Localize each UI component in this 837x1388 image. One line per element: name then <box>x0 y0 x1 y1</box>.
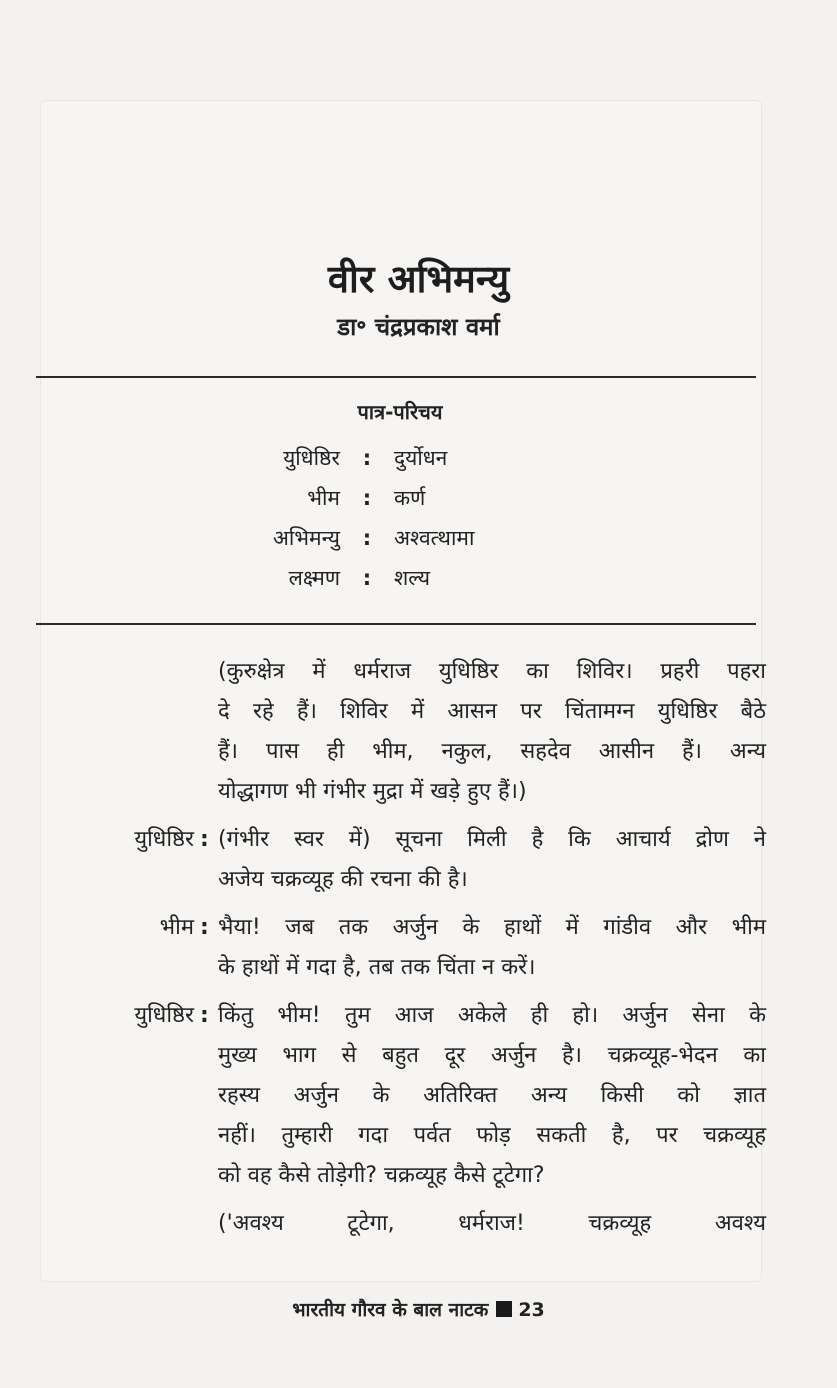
cast-row <box>200 438 620 478</box>
speaker-name: युधिष्ठिर <box>134 827 194 852</box>
speaker-name: भीम <box>159 915 194 940</box>
stage-line: ('अवश्य टूटेगा, धर्मराज! चक्रव्यूह अवश्य <box>218 1211 766 1236</box>
dialogue-line: को वह कैसे तोड़ेगी? चक्रव्यूह कैसे टूटेगा? <box>218 1163 545 1188</box>
stage-line: दे रहे हैं। शिविर में आसन पर चिंतामग्न युधिष्ठिर बैठे <box>218 699 766 724</box>
dialogue-line: नहीं। तुम्हारी गदा पर्वत फोड़ सकती है, पर चक्रव्यूह <box>218 1123 766 1148</box>
cast-character-right: कर्ण <box>394 486 426 510</box>
cast-character-left: अभिमन्यु <box>272 526 340 550</box>
dialogue-line: (गंभीर स्वर में) सूचना मिली है कि आचार्य द्रोण ने <box>218 827 766 852</box>
square-bullet-icon <box>496 1301 512 1317</box>
page-footer <box>0 1296 837 1322</box>
dialogue-text <box>218 996 766 1196</box>
cast-separator: : <box>362 446 372 470</box>
dialogue-text <box>218 820 766 900</box>
stage-line: योद्धागण भी गंभीर मुद्रा में खड़े हुए हैं।) <box>218 779 527 804</box>
dialogue-line: भैया! जब तक अर्जुन के हाथों में गांडीव और भीम <box>218 915 766 940</box>
speaker-separator: : <box>200 915 209 940</box>
footer-book-title: भारतीय गौरव के बाल नाटक <box>292 1299 489 1321</box>
cast-character-left: लक्ष्मण <box>288 566 340 590</box>
page-number: 23 <box>518 1299 545 1321</box>
speaker-name: युधिष्ठिर <box>134 1003 194 1028</box>
dialogue-block <box>0 996 837 1196</box>
cast-character-right: अश्वत्थामा <box>394 526 475 550</box>
cast-row <box>200 558 620 598</box>
stage-line: हैं। पास ही भीम, नकुल, सहदेव आसीन हैं। अन्य <box>218 739 766 764</box>
top-divider <box>36 376 756 378</box>
cast-character-left: भीम <box>307 486 340 510</box>
cast-separator: : <box>362 526 372 550</box>
speaker-separator: : <box>200 827 209 852</box>
dialogue-line: अजेय चक्रव्यूह की रचना की है। <box>218 867 468 892</box>
cast-separator: : <box>362 566 372 590</box>
cast-heading: पात्र-परिचय <box>357 400 443 424</box>
cast-list <box>200 438 620 598</box>
play-title: वीर अभिमन्यु <box>327 257 510 301</box>
dialogue-line: के हाथों में गदा है, तब तक चिंता न करें। <box>218 955 536 980</box>
stage-direction <box>218 652 766 812</box>
dialogue-line: मुख्य भाग से बहुत दूर अर्जुन है। चक्रव्यूह-भेदन का <box>218 1043 766 1068</box>
cast-character-right: दुर्योधन <box>394 446 448 470</box>
author-name: डा॰ चंद्रप्रकाश वर्मा <box>337 313 500 341</box>
cast-row <box>200 478 620 518</box>
cast-character-right: शल्य <box>394 566 431 590</box>
speaker-separator: : <box>200 1003 209 1028</box>
cast-separator: : <box>362 486 372 510</box>
dialogue-block <box>0 908 837 988</box>
cast-character-left: युधिष्ठिर <box>283 446 340 470</box>
dialogue-text <box>218 908 766 988</box>
stage-direction-continued <box>218 1204 766 1244</box>
dialogue-line: किंतु भीम! तुम आज अकेले ही हो। अर्जुन सेना के <box>218 1003 766 1028</box>
dialogue-line: रहस्य अर्जुन के अतिरिक्त अन्य किसी को ज्ञात <box>218 1083 766 1108</box>
cast-row <box>200 518 620 558</box>
bottom-divider <box>36 623 756 625</box>
script-body <box>0 652 837 1252</box>
dialogue-block <box>0 820 837 900</box>
stage-line: (कुरुक्षेत्र में धर्मराज युधिष्ठिर का शिविर। प्रहरी पहरा <box>218 659 766 684</box>
